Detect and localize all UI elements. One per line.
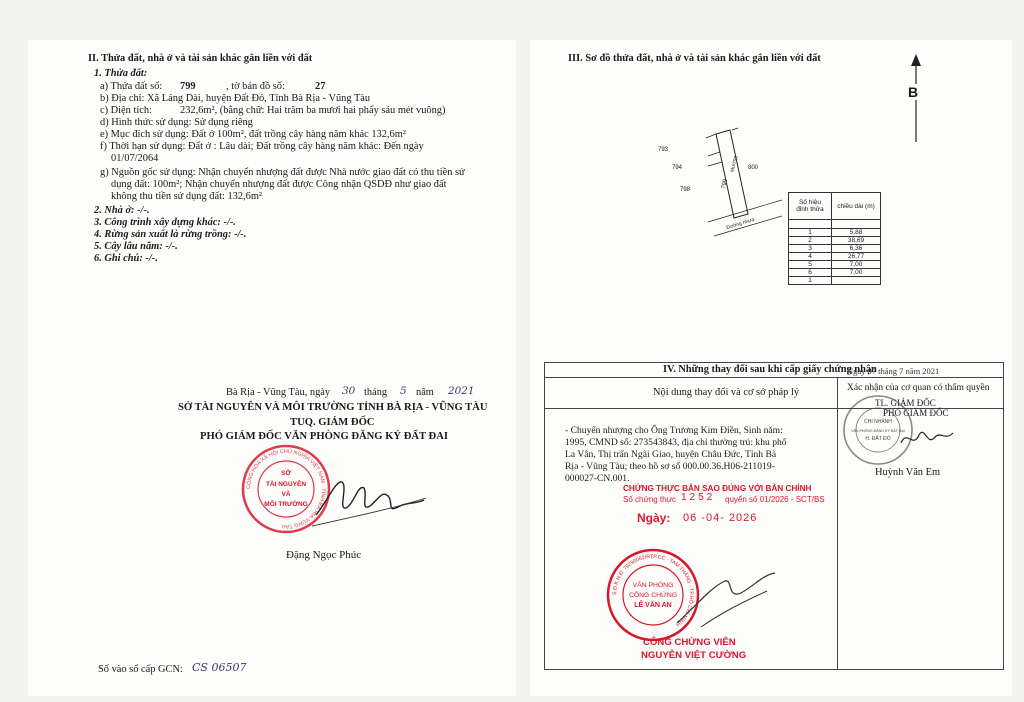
section4-title: IV. Những thay đổi sau khi cấp giấy chứng nhận: [663, 364, 877, 375]
header-length: chiều dài (m): [832, 193, 881, 220]
north-label: B: [908, 84, 919, 100]
origin-line-1: g) Nguồn gốc sử dụng: Nhận chuyển nhượng đất được Nhà nước giao đất có thu tiền sử: [100, 167, 465, 178]
table-row: [789, 220, 881, 229]
origin-line-3: không thu tiền sử dụng đất: 132,6m²: [111, 191, 263, 202]
notary-stamp-line-1: VĂN PHÒNG: [632, 582, 674, 589]
issue-month-label: tháng: [364, 387, 388, 398]
notary-title: CÔNG CHỨNG VIÊN: [643, 637, 736, 648]
issue-year: 2021: [448, 385, 475, 397]
change-line-3: La Vân, Thị trấn Ngãi Giao, huyện Châu Đức, Tỉnh Bà: [565, 449, 777, 460]
map-label-794: 794: [672, 165, 683, 171]
stamp-line-2: TÀI NGUYÊN: [265, 481, 307, 488]
branch-stamp-mid: VĂN PHÒNG ĐĂNG KÝ ĐẤT ĐAI: [851, 429, 905, 433]
table-row: [789, 253, 881, 261]
map-label-798: 798: [680, 187, 691, 193]
notary-stamp-ring: S.Đ.K.H.Đ: 79290062/RTP.CC · TAM THẮNG - TP.HỒ CHÍ MINH: [611, 553, 695, 628]
section3-title: III. Sơ đồ thửa đất, nhà ở và tài sản khác gắn liền với đất: [568, 53, 821, 64]
change-line-1: - Chuyển nhượng cho Ông Trương Kim Điền, Sinh năm:: [565, 425, 783, 436]
length-cell: 6,36: [832, 245, 881, 253]
deputy-director-title: PHÓ GIÁM ĐỐC VĂN PHÒNG ĐĂNG KÝ ĐẤT ĐAI: [200, 431, 448, 442]
notary-name: NGUYỄN VIỆT CƯỜNG: [641, 650, 747, 661]
changes-box: [544, 362, 1004, 670]
register-label: Số vào sổ cấp GCN:: [98, 664, 183, 675]
construction-line: 3. Công trình xây dựng khác: -/-.: [94, 217, 236, 228]
point-cell: 5: [789, 261, 832, 269]
certificate-right-page: [530, 40, 1012, 696]
map-label-ditch: Mương: [729, 155, 739, 173]
issue-date-prefix: Bà Rịa - Vũng Tàu, ngày: [226, 387, 331, 398]
usage-form: d) Hình thức sử dụng: Sử dụng riêng: [100, 117, 253, 128]
tuq-director: TUQ. GIÁM ĐỐC: [290, 417, 375, 428]
house-line: 2. Nhà ở: -/-.: [94, 205, 150, 216]
point-cell: 4: [789, 253, 832, 261]
usage-term-date: 01/07/2064: [111, 153, 159, 164]
table-row: [789, 269, 881, 277]
usage-term: f) Thời hạn sử dụng: Đất ở : Lâu dài; Đất trồng cây hàng năm khác: Đến ngày: [100, 141, 424, 152]
point-cell: 6: [789, 269, 832, 277]
table-row: [789, 261, 881, 269]
map-sheet-label: , tờ bản đồ số:: [226, 81, 285, 92]
point-cell: 2: [789, 237, 832, 245]
confirm-signature: [897, 419, 957, 459]
confirm-pgd: PHÓ GIÁM ĐỐC: [883, 408, 949, 418]
confirm-header: Xác nhận của cơ quan có thẩm quyền: [847, 383, 997, 394]
map-label-800: 800: [748, 165, 759, 171]
point-cell: 1: [789, 229, 832, 237]
area-label: c) Diện tích:: [100, 105, 152, 116]
forest-line: 4. Rừng sản xuất là rừng trồng: -/-.: [94, 229, 247, 240]
header-point: Số hiệu đỉnh thửa: [789, 193, 832, 220]
certificate-left-page: [28, 40, 516, 696]
table-row: [789, 229, 881, 237]
table-row: [789, 277, 881, 285]
boundary-length-table: [788, 192, 881, 285]
length-cell: 7,00: [832, 261, 881, 269]
branch-stamp-bot: H. ĐẤT ĐỎ: [865, 436, 891, 442]
table-row: [789, 237, 881, 245]
parcel-number-label: a) Thửa đất số:: [100, 81, 163, 92]
change-line-5: 000027-CN.001.: [565, 473, 630, 484]
point-cell: 3: [789, 245, 832, 253]
parcel-sketch: [658, 118, 782, 238]
cert-line-1: CHỨNG THỰC BẢN SAO ĐÚNG VỚI BẢN CHÍNH: [623, 484, 812, 493]
perennial-line: 5. Cây lâu năm: -/-.: [94, 241, 178, 252]
land-title: 1. Thửa đất:: [94, 68, 148, 79]
map-label-799: 799: [721, 178, 729, 190]
authority-stamp-ring: CỘNG HÒA XÃ HỘI CHỦ NGHĨA VIỆT NAM · TỈNH BÀ RỊA-VŨNG TÀU: [245, 448, 327, 530]
length-cell: 38,69: [832, 237, 881, 245]
point-cell: 1: [789, 277, 832, 285]
table-header-row: [789, 193, 881, 220]
stamp-line-1: SỞ: [281, 470, 291, 477]
cert-no: 1252: [681, 492, 716, 503]
authority-name: SỞ TÀI NGUYÊN VÀ MÔI TRƯỜNG TỈNH BÀ RỊA - VŨNG TÀU: [178, 402, 488, 413]
length-cell: 26,77: [832, 253, 881, 261]
area-value: 232,6m², (bằng chữ: Hai trăm ba mươi hai phẩy sáu mét vuông): [180, 105, 446, 116]
confirm-date: Ngày 07 tháng 7 năm 2021: [847, 366, 940, 376]
notes-line: 6. Ghi chú: -/-.: [94, 253, 158, 264]
branch-stamp-top: CHI NHÁNH: [864, 419, 892, 425]
issue-day: 30: [342, 385, 356, 397]
notary-stamp-line-3: LÊ VĂN AN: [634, 602, 672, 609]
issue-year-label: năm: [416, 387, 434, 398]
confirm-signer: Huỳnh Văn Em: [875, 467, 941, 478]
notary-signature: [671, 569, 781, 631]
table-row: [789, 245, 881, 253]
cert-no-label: Số chứng thực: [623, 495, 676, 504]
notary-stamp-line-2: CÔNG CHỨNG: [628, 592, 678, 599]
parcel-number-value: 799: [180, 81, 196, 92]
issue-month: 5: [400, 385, 407, 397]
map-label-road: Đường nhựa: [725, 216, 756, 232]
map-sheet-value: 27: [315, 81, 326, 92]
address-line: b) Địa chỉ: Xã Láng Dài, huyện Đất Đỏ, Tỉnh Bà Rịa - Vũng Tàu: [100, 93, 371, 104]
content-header: Nội dung thay đổi và cơ sở pháp lý: [653, 387, 800, 398]
length-cell: 5,88: [832, 229, 881, 237]
deputy-signature: [308, 460, 428, 530]
register-value: CS 06507: [192, 661, 247, 674]
origin-line-2: dụng đất: 100m²; Nhận chuyển nhượng đất được Công nhận QSDĐ như giao đất: [111, 179, 447, 190]
map-label-793: 793: [658, 147, 669, 153]
confirm-tl: TL. GIÁM ĐỐC: [875, 398, 936, 408]
length-cell: [832, 277, 881, 285]
stamp-line-4: MÔI TRƯỜNG: [264, 501, 308, 508]
cert-date-label: Ngày:: [637, 511, 671, 525]
change-line-2: 1995, CMND số: 273543843, địa chỉ thường trú: khu phố: [565, 437, 787, 448]
signer-name: Đặng Ngọc Phúc: [286, 549, 362, 561]
cert-book: quyển số 01/2026 - SCT/BS: [725, 495, 825, 504]
cert-date: 06 -04- 2026: [683, 512, 758, 524]
stamp-line-3: VÀ: [281, 491, 291, 498]
length-cell: 7,00: [832, 269, 881, 277]
usage-purpose: e) Mục đích sử dụng: Đất ở 100m², đất trồng cây hàng năm khác 132,6m²: [100, 129, 406, 140]
section2-title: II. Thửa đất, nhà ở và tài sản khác gắn liền với đất: [88, 53, 313, 64]
column-divider: [837, 378, 838, 669]
change-line-4: Rịa - Vũng Tàu; theo hồ sơ số 000.00.36.H06-211019-: [565, 461, 775, 472]
